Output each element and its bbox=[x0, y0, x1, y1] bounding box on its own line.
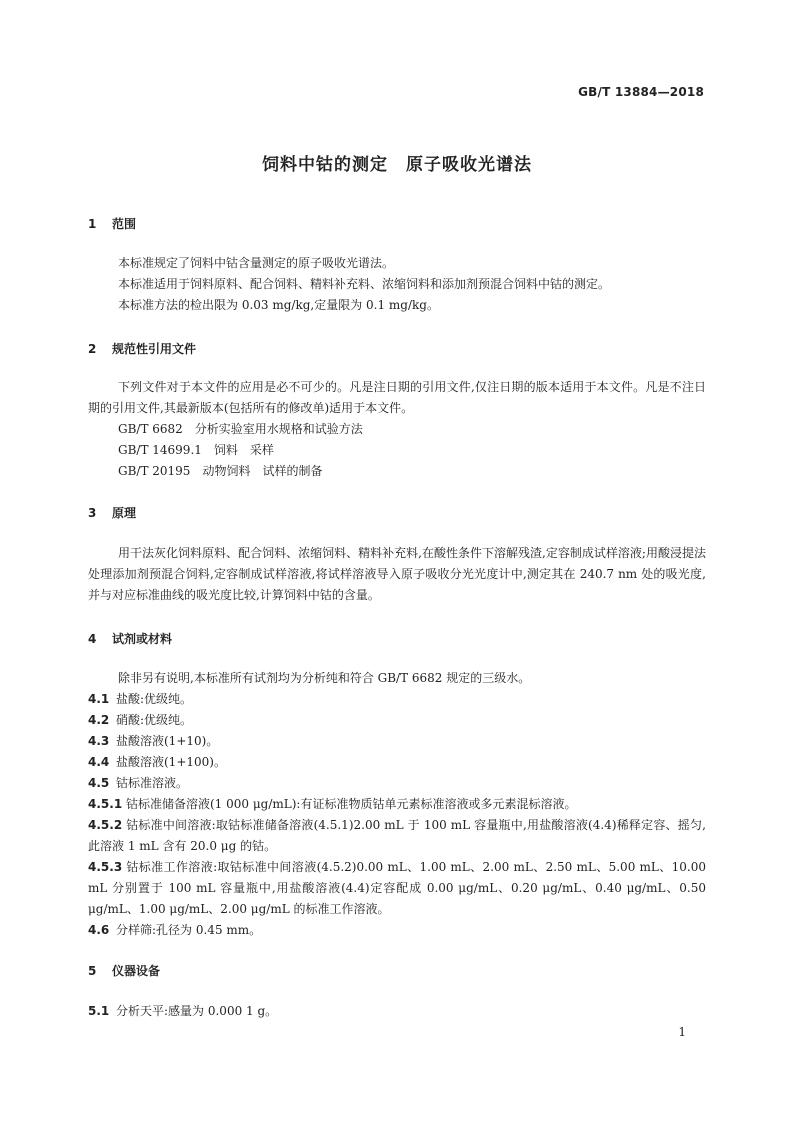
section-number: 3 bbox=[88, 506, 97, 520]
clause-text: 盐酸溶液(1+10)。 bbox=[116, 734, 219, 748]
clause-number: 4.4 bbox=[88, 755, 110, 769]
clause-item bbox=[88, 857, 706, 920]
clause-number: 4.5.1 bbox=[88, 797, 123, 811]
section-number: 1 bbox=[88, 217, 97, 231]
clause-item bbox=[88, 794, 706, 815]
section-number: 4 bbox=[88, 632, 97, 646]
scope-paragraph-3: 本标准方法的检出限为 0.03 mg/kg,定量限为 0.1 mg/kg。 bbox=[118, 298, 439, 312]
clause-item bbox=[88, 689, 706, 710]
section-title: 原理 bbox=[112, 506, 137, 520]
clause-text: 钴标准储备溶液(1 000 μg/mL):有证标准物质钴单元素标准溶液或多元素混标溶液。 bbox=[126, 797, 577, 811]
principle-paragraph: 用干法灰化饲料原料、配合饲料、浓缩饲料、精料补充料,在酸性条件下溶解残渣,定容制成试样溶液;用酸浸提法处理添加剂预混合饲料,定容制成试样溶液,将试样溶液导入原子吸收分光光度计中,测定其在 240.7 nm 处的吸光度,并与对应标准曲线的吸光度比较,计算饲料中钴的含量。 bbox=[88, 546, 706, 602]
clause-text: 分析天平:感量为 0.000 1 g。 bbox=[116, 1004, 278, 1018]
document-title: 饲料中钴的测定 原子吸收光谱法 bbox=[262, 155, 532, 175]
clause-number: 4.5 bbox=[88, 776, 110, 790]
section-title: 仪器设备 bbox=[112, 964, 161, 978]
clause-item bbox=[88, 710, 706, 731]
clause-item bbox=[88, 1001, 706, 1022]
clause-number: 4.6 bbox=[88, 923, 110, 937]
clause-item bbox=[88, 920, 706, 941]
scope-paragraph-1: 本标准规定了饲料中钴含量测定的原子吸收光谱法。 bbox=[118, 256, 395, 270]
reagents-intro-paragraph: 除非另有说明,本标准所有试剂均为分析纯和符合 GB/T 6682 规定的三级水。 bbox=[118, 671, 531, 685]
section-number: 2 bbox=[88, 342, 97, 356]
section-title: 试剂或材料 bbox=[112, 632, 173, 646]
normative-intro-paragraph: 下列文件对于本文件的应用是必不可少的。凡是注日期的引用文件,仅注日期的版本适用于本文件。凡是不注日期的引用文件,其最新版本(包括所有的修改单)适用于本文件。 bbox=[88, 380, 706, 415]
clause-item bbox=[88, 731, 706, 752]
section-heading-normative-references bbox=[88, 340, 196, 357]
clause-number: 4.5.2 bbox=[88, 818, 123, 832]
clause-text: 钴标准溶液。 bbox=[116, 776, 189, 790]
clause-item bbox=[88, 815, 706, 857]
clause-text: 盐酸溶液(1+100)。 bbox=[116, 755, 226, 769]
page-number: 1 bbox=[678, 1025, 686, 1039]
section-number: 5 bbox=[88, 964, 97, 978]
reference-item: GB/T 14699.1 饲料 采样 bbox=[118, 443, 274, 457]
clause-number: 4.3 bbox=[88, 734, 110, 748]
standard-number: GB/T 13884—2018 bbox=[578, 85, 704, 99]
section-heading-equipment bbox=[88, 962, 160, 979]
section-title: 规范性引用文件 bbox=[112, 342, 197, 356]
clause-text: 盐酸:优级纯。 bbox=[116, 692, 193, 706]
clause-number: 5.1 bbox=[88, 1004, 110, 1018]
clause-item bbox=[88, 752, 706, 773]
section-heading-reagents bbox=[88, 630, 172, 647]
section-heading-scope bbox=[88, 215, 136, 232]
clause-text: 硝酸:优级纯。 bbox=[116, 713, 193, 727]
section-heading-principle bbox=[88, 504, 136, 521]
clause-number: 4.5.3 bbox=[88, 860, 123, 874]
reference-item: GB/T 20195 动物饲料 试样的制备 bbox=[118, 464, 323, 478]
clause-item bbox=[88, 773, 706, 794]
clause-text: 钴标准工作溶液:取钴标准中间溶液(4.5.2)0.00 mL、1.00 mL、2.00 mL、2.50 mL、5.00 mL、10.00 mL 分别置于 100 mL 容量瓶中,用盐酸溶液(4.4)定容配成 0.00 μg/mL、0.20 μg/mL、0.40 μg/mL、0.50 μg/mL、1.00 μg/mL、2.00 μg/mL 的标准工作溶液。 bbox=[88, 860, 706, 916]
reference-item: GB/T 6682 分析实验室用水规格和试验方法 bbox=[118, 422, 363, 436]
clause-text: 钴标准中间溶液:取钴标准储备溶液(4.5.1)2.00 mL 于 100 mL 容量瓶中,用盐酸溶液(4.4)稀释定容、摇匀,此溶液 1 mL 含有 20.0 μg 的钴。 bbox=[88, 818, 706, 853]
section-title: 范围 bbox=[112, 217, 137, 231]
clause-number: 4.2 bbox=[88, 713, 110, 727]
scope-paragraph-2: 本标准适用于饲料原料、配合饲料、精料补充料、浓缩饲料和添加剂预混合饲料中钴的测定。 bbox=[118, 277, 611, 291]
clause-text: 分样筛:孔径为 0.45 mm。 bbox=[116, 923, 262, 937]
clause-number: 4.1 bbox=[88, 692, 110, 706]
